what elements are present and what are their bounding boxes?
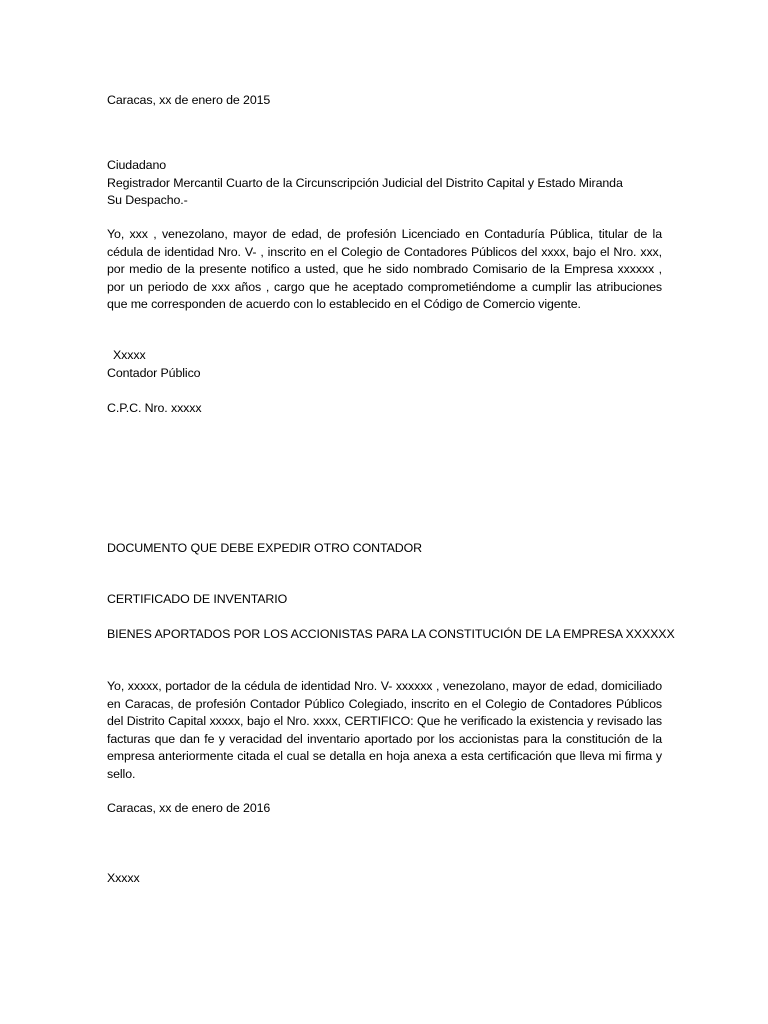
- signature-registration: C.P.C. Nro. xxxxx: [107, 401, 202, 415]
- certificate-signature-name: Xxxxx: [107, 871, 140, 885]
- recipient-salutation: Ciudadano: [107, 158, 167, 172]
- signature-name: Xxxxx: [113, 348, 146, 362]
- certificate-date: Caracas, xx de enero de 2016: [107, 801, 271, 815]
- signature-title: Contador Público: [107, 366, 201, 380]
- certificate-subtitle: BIENES APORTADOS POR LOS ACCIONISTAS PARA LA CONSTITUCIÓN DE LA EMPRESA XXXXXX: [107, 627, 675, 641]
- letter-date: Caracas, xx de enero de 2015: [107, 93, 271, 107]
- recipient-office: Registrador Mercantil Cuarto de la Circunscripción Judicial del Distrito Capital y Estado Miranda: [107, 175, 623, 190]
- letter-body-paragraph: Yo, xxx , venezolano, mayor de edad, de profesión Licenciado en Contaduría Pública, titular de la cédula de identidad Nro. V- , inscrito en el Colegio de Contadores Públicos del xxxx, bajo el Nro. xxx, por medio de la presente notifico a usted, que he sido nombrado Comisario de la Empresa xxxxxx , por un periodo de xxx años , cargo que he aceptado comprometiéndome a cumplir las atribuciones que me corresponden de acuerdo con lo establecido en el Código de Comercio vigente.: [107, 227, 662, 311]
- recipient-closing: Su Despacho.-: [107, 193, 188, 207]
- certificate-title: CERTIFICADO DE INVENTARIO: [107, 592, 288, 606]
- certificate-note: DOCUMENTO QUE DEBE EXPEDIR OTRO CONTADOR: [107, 541, 422, 555]
- certificate-body-paragraph: Yo, xxxxx, portador de la cédula de identidad Nro. V- xxxxxx , venezolano, mayor de edad, domiciliado en Caracas, de profesión Contador Público Colegiado, inscrito en el Colegio de Contadores Públicos del Distrito Capital xxxxx, bajo el Nro. xxxx, CERTIFICO: Que he verificado la existencia y revisado las facturas que dan fe y veracidad del inventario aportado por los accionistas para la constitución de la empresa anteriormente citada el cual se detalla en hoja anexa a esta certificación que lleva mi firma y sello.: [107, 679, 662, 781]
